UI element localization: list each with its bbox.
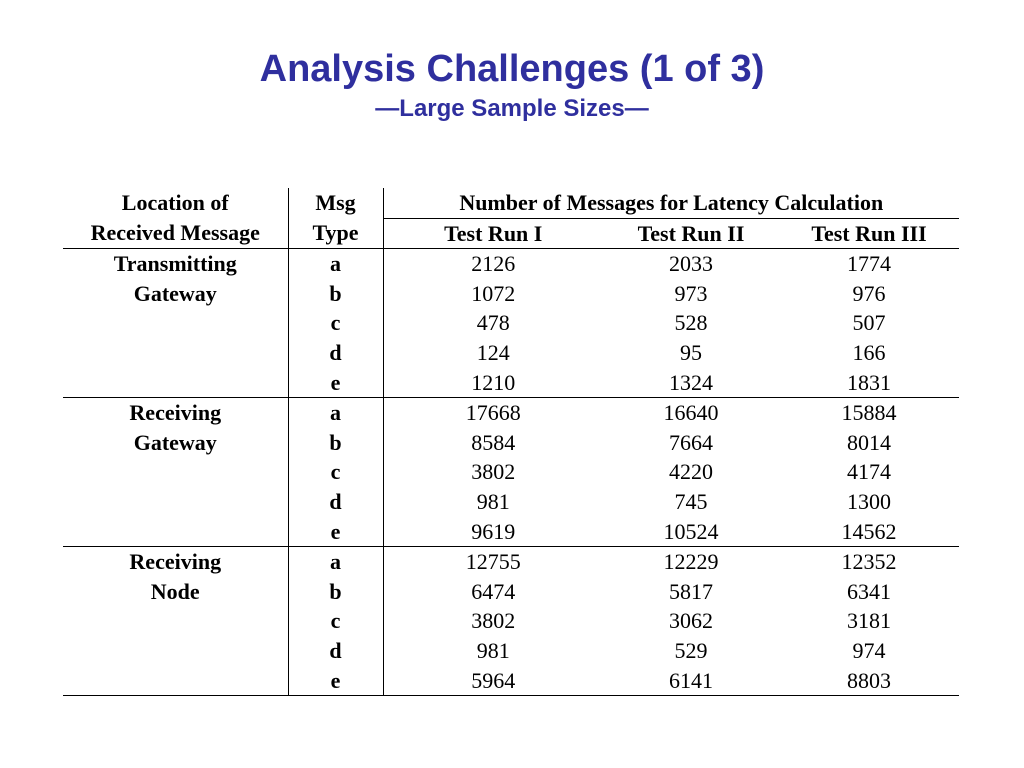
table-row (63, 606, 959, 636)
msg-type-cell: d (288, 487, 383, 517)
location-header: Location of (121, 190, 229, 216)
test-run-3-header: Test Run III (779, 218, 959, 249)
test-run-3-value: 6341 (847, 578, 891, 604)
test-run-1-value: 17668 (465, 400, 521, 426)
test-run-2-value: 10524 (603, 517, 779, 547)
test-run-2-value: 7664 (669, 429, 713, 455)
slide-title: Analysis Challenges (1 of 3) (259, 48, 765, 90)
test-run-1-value: 1072 (471, 280, 516, 306)
test-run-2-value: 12229 (663, 549, 719, 575)
test-run-3-value: 8803 (779, 666, 959, 696)
location-cell (63, 606, 288, 636)
test-run-1-value: 981 (476, 488, 510, 514)
test-run-3-value: 8014 (847, 429, 891, 455)
table-row (63, 547, 959, 577)
table-row (63, 308, 959, 338)
location-cell: Receiving (129, 549, 222, 575)
test-run-3-value: 14562 (779, 517, 959, 547)
msg-type-cell: a (288, 249, 383, 279)
table-body (63, 249, 959, 696)
table-row (63, 517, 959, 547)
test-run-1-value: 1210 (383, 368, 603, 398)
test-run-1-value: 12755 (465, 549, 521, 575)
location-cell: Receiving (129, 400, 222, 426)
test-run-1-value: 3802 (471, 608, 516, 634)
test-run-2-header: Test Run II (603, 218, 779, 249)
test-run-2-value: 529 (674, 637, 708, 663)
msg-type-cell: b (288, 279, 383, 309)
location-cell (63, 517, 288, 547)
test-run-3-value: 3181 (847, 608, 891, 634)
table-header-row-1 (63, 188, 959, 218)
test-run-1-value: 981 (476, 637, 510, 663)
test-run-2-value: 95 (680, 339, 702, 365)
test-run-1-value: 9619 (383, 517, 603, 547)
test-run-3-value: 974 (852, 637, 886, 663)
msg-type-cell: c (288, 457, 383, 487)
msg-type-cell: a (288, 547, 383, 577)
test-run-1-value: 3802 (471, 459, 516, 485)
location-cell (63, 338, 288, 368)
test-run-2-value: 745 (674, 488, 708, 514)
msg-type-header-line-2: Type (288, 218, 383, 249)
test-run-3-value: 4174 (847, 459, 891, 485)
test-run-2-value: 6141 (603, 666, 779, 696)
test-run-2-value: 1324 (603, 368, 779, 398)
test-run-2-value: 16640 (663, 400, 719, 426)
test-run-1-header: Test Run I (383, 218, 603, 249)
msg-type-cell: e (288, 368, 383, 398)
table-row (63, 666, 959, 696)
table-row (63, 338, 959, 368)
location-cell (63, 636, 288, 666)
test-run-2-value: 2033 (669, 251, 713, 277)
table-row (63, 398, 959, 428)
msg-type-header: Msg (288, 188, 383, 218)
msg-type-cell: a (288, 398, 383, 428)
test-run-2-value: 3062 (669, 608, 713, 634)
test-run-1-value: 6474 (471, 578, 516, 604)
test-run-1-value: 2126 (471, 251, 516, 277)
test-run-1-value: 124 (476, 339, 510, 365)
location-cell: Node (150, 578, 200, 604)
slide-subtitle: —Large Sample Sizes— (375, 95, 649, 122)
msg-type-cell: c (288, 606, 383, 636)
test-run-3-value: 166 (852, 339, 886, 365)
location-cell: Gateway (133, 429, 217, 455)
test-run-3-value: 1774 (847, 251, 891, 277)
test-run-3-value: 1300 (847, 488, 891, 514)
location-cell (63, 368, 288, 398)
test-run-3-value: 1831 (779, 368, 959, 398)
table-row (63, 428, 959, 458)
msg-type-cell: c (288, 308, 383, 338)
table-row (63, 487, 959, 517)
test-run-3-value: 12352 (841, 549, 897, 575)
location-cell: Transmitting (113, 251, 237, 277)
table-row (63, 457, 959, 487)
test-run-3-value: 507 (852, 310, 886, 336)
table-row (63, 368, 959, 398)
location-cell: Gateway (133, 280, 217, 306)
table-row (63, 249, 959, 279)
location-cell (63, 457, 288, 487)
location-cell (63, 487, 288, 517)
table-header-row-2 (63, 218, 959, 249)
location-header-line-2: Received Message (63, 218, 288, 249)
test-run-3-value: 15884 (841, 400, 897, 426)
msg-type-cell: d (288, 636, 383, 666)
location-cell (63, 666, 288, 696)
msg-type-cell: b (288, 577, 383, 607)
test-run-1-value: 5964 (383, 666, 603, 696)
msg-type-cell: b (288, 428, 383, 458)
table-row (63, 577, 959, 607)
test-run-1-value: 8584 (471, 429, 516, 455)
table-row (63, 279, 959, 309)
test-run-2-value: 5817 (669, 578, 713, 604)
test-run-3-value: 976 (852, 280, 886, 306)
msg-type-cell: d (288, 338, 383, 368)
test-run-2-value: 528 (674, 310, 708, 336)
message-count-span-header: Number of Messages for Latency Calculation (383, 188, 959, 218)
test-run-2-value: 973 (674, 280, 708, 306)
test-run-1-value: 478 (476, 310, 510, 336)
test-run-2-value: 4220 (669, 459, 713, 485)
table-row (63, 636, 959, 666)
location-cell (63, 308, 288, 338)
msg-type-cell: e (288, 517, 383, 547)
latency-message-count-table (63, 188, 959, 696)
msg-type-cell: e (288, 666, 383, 696)
